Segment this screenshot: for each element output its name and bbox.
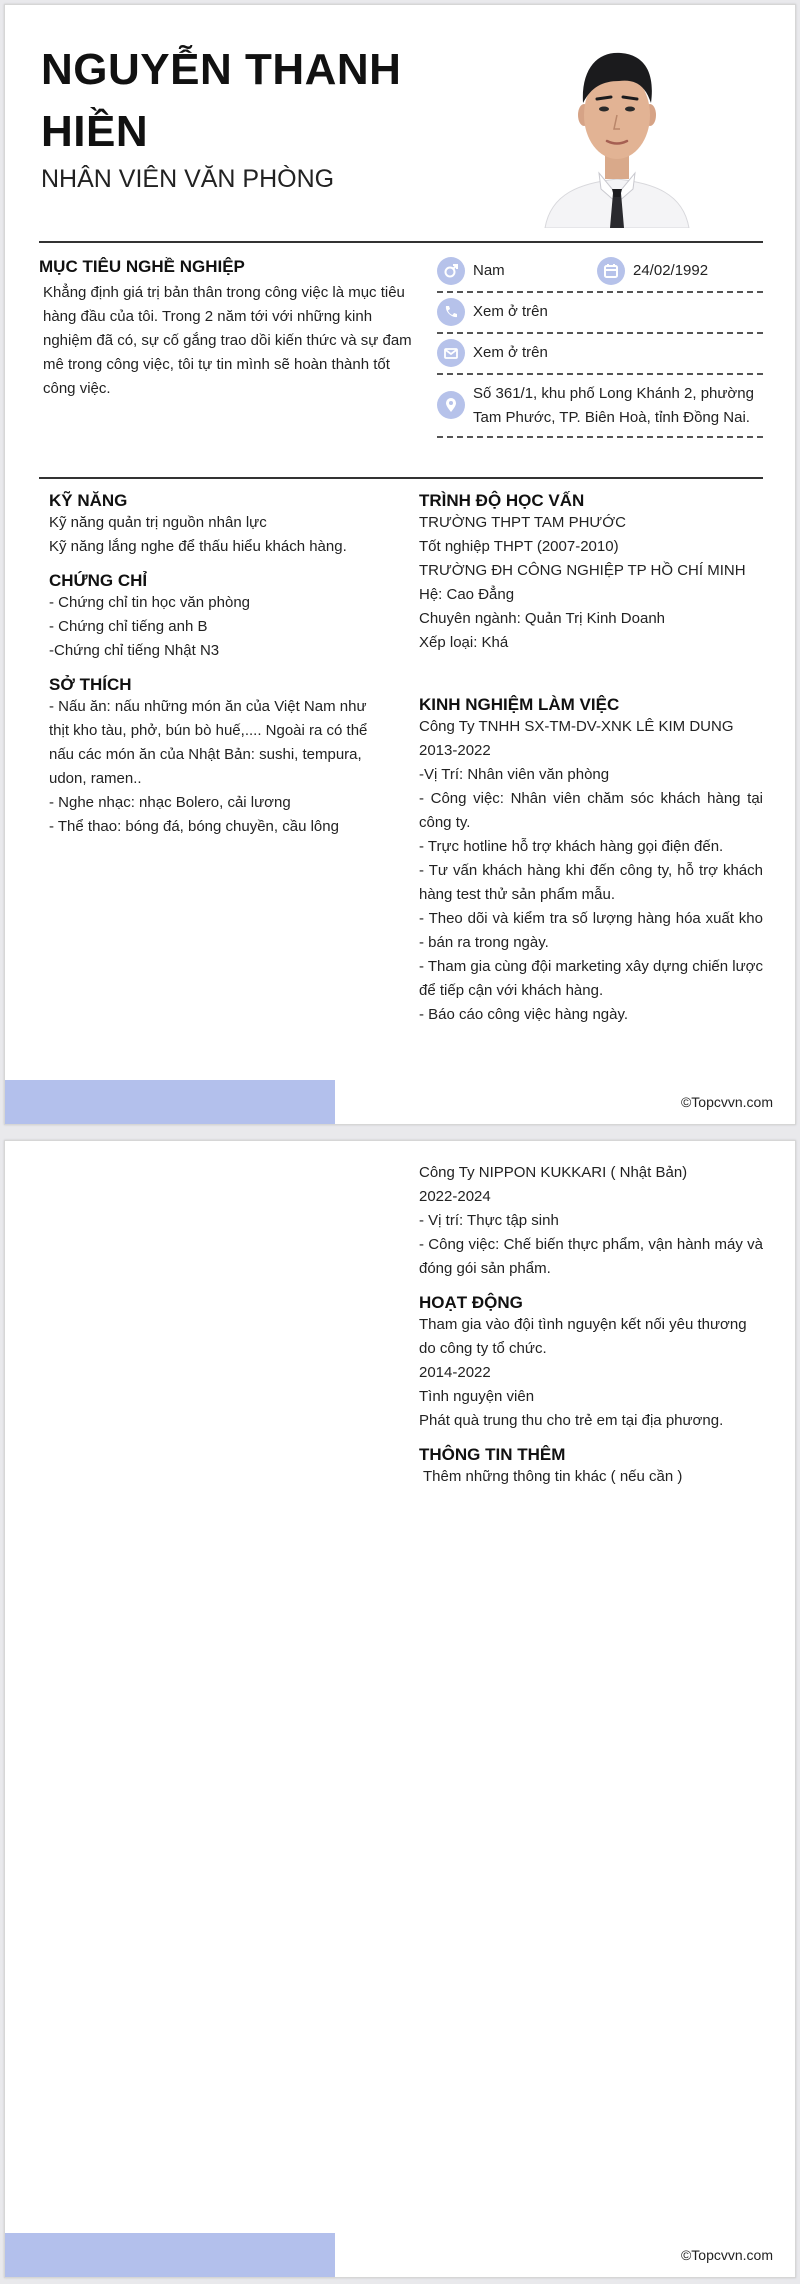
footer-accent-bar <box>5 1080 335 1124</box>
education-line: Hệ: Cao Đẳng <box>419 586 515 603</box>
gender-item <box>437 257 597 285</box>
experience-line: -Vị Trí: Nhân viên văn phòng <box>419 766 610 783</box>
contact-row-email <box>437 334 763 375</box>
experience-line: - Công việc: Chế biến thực phẩm, vận hành máy và đóng gói sản phẩm. <box>419 1236 763 1277</box>
certificates-section <box>49 571 369 663</box>
certificates-heading: CHỨNG CHỈ <box>49 571 148 590</box>
education-section <box>419 491 763 655</box>
hobby-item: - Thể thao: bóng đá, bóng chuyền, cầu lông <box>49 818 339 835</box>
dob-item <box>597 257 708 285</box>
right-column-continued <box>419 1161 763 1501</box>
experience-line: - Tư vấn khách hàng khi đến công ty, hỗ trợ khách hàng test thử sản phẩm mẫu. <box>419 862 763 903</box>
cv-page-1 <box>4 4 796 1125</box>
experience-line: - Trực hotline hỗ trợ khách hàng gọi điện đến. <box>419 838 724 855</box>
certificate-item: - Chứng chỉ tin học văn phòng <box>49 594 250 611</box>
education-line: Xếp loại: Khá <box>419 634 509 651</box>
activity-line: Phát quà trung thu cho trẻ em tại địa phương. <box>419 1412 724 1429</box>
experience-heading: KINH NGHIỆM LÀM VIỆC <box>419 695 620 714</box>
skills-heading: KỸ NĂNG <box>49 491 128 510</box>
header-divider <box>39 241 763 243</box>
left-column <box>49 491 369 851</box>
experience-line: Công Ty NIPPON KUKKARI ( Nhật Bản) <box>419 1164 688 1181</box>
education-line: Chuyên ngành: Quản Trị Kinh Doanh <box>419 610 665 627</box>
phone-item <box>437 298 548 326</box>
hobbies-heading: SỞ THÍCH <box>49 675 132 694</box>
contact-row-personal <box>437 252 763 293</box>
cv-page-2 <box>4 1140 796 2278</box>
extra-info-heading: THÔNG TIN THÊM <box>419 1445 566 1464</box>
hobby-item: - Nghe nhạc: nhạc Bolero, cải lương <box>49 794 291 811</box>
experience-section <box>419 695 763 1027</box>
section-divider <box>39 477 763 479</box>
education-line: TRƯỜNG THPT TAM PHƯỚC <box>419 514 626 531</box>
education-heading: TRÌNH ĐỘ HỌC VẤN <box>419 491 585 510</box>
dob-value: 24/02/1992 <box>633 262 709 279</box>
activities-heading: HOẠT ĐỘNG <box>419 1293 523 1312</box>
address-item <box>437 380 763 430</box>
experience-line: Công Ty TNHH SX-TM-DV-XNK LÊ KIM DUNG <box>419 718 734 735</box>
certificate-item: - Chứng chỉ tiếng anh B <box>49 618 208 635</box>
experience-line: 2013-2022 <box>419 742 491 759</box>
education-line: TRƯỜNG ĐH CÔNG NGHIỆP TP HỒ CHÍ MINH <box>419 562 746 579</box>
skill-item: Kỹ năng quản trị nguồn nhân lực <box>49 514 267 531</box>
profile-photo <box>541 23 693 228</box>
hobbies-section <box>49 675 369 839</box>
gender-icon <box>437 257 465 285</box>
hobby-item: - Nấu ăn: nấu những món ăn của Việt Nam như thịt kho tàu, phở, bún bò huế,.... Ngoài ra có thể nấu các món ăn của Nhật Bản: sushi, tempura, udon, ramen.. <box>49 698 368 787</box>
extra-info-section <box>419 1445 763 1489</box>
experience-line: 2022-2024 <box>419 1188 491 1205</box>
objective-text: Khẳng định giá trị bản thân trong công việc là mục tiêu hàng đầu của tôi. Trong 2 năm tới với những kinh nghiệm đã có, sự cố gắng trao dồi kiến thức và sự đam mê trong công việc, tôi tự tin mình sẽ hoàn thành tốt công việc. <box>43 284 412 397</box>
footer-brand: ©Topcvvn.com <box>680 2247 773 2263</box>
candidate-title: NHÂN VIÊN VĂN PHÒNG <box>41 165 335 193</box>
location-pin-icon <box>437 391 465 419</box>
contact-info <box>437 252 763 438</box>
mail-icon <box>437 339 465 367</box>
experience-line: - Theo dõi và kiểm tra số lượng hàng hóa xuất kho - bán ra trong ngày. <box>419 910 763 951</box>
experience-line: - Công việc: Nhân viên chăm sóc khách hàng tại công ty. <box>419 790 763 831</box>
footer-brand: ©Topcvvn.com <box>680 1094 773 1110</box>
objective-heading: MỤC TIÊU NGHỀ NGHIỆP <box>39 257 245 276</box>
skills-section <box>49 491 369 559</box>
footer-accent-bar <box>5 2233 335 2277</box>
activity-line: Tình nguyện viên <box>419 1388 535 1405</box>
right-column <box>419 491 763 1039</box>
experience-line: - Tham gia cùng đội marketing xây dựng chiến lược để tiếp cận với khách hàng. <box>419 958 763 999</box>
phone-icon <box>437 298 465 326</box>
experience-line: - Báo cáo công việc hàng ngày. <box>419 1006 629 1023</box>
address-value: Số 361/1, khu phố Long Khánh 2, phường Tam Phước, TP. Biên Hoà, tỉnh Đồng Nai. <box>473 385 754 426</box>
candidate-name: NGUYỄN THANH HIỀN <box>41 45 402 156</box>
experience-section-continued <box>419 1161 763 1281</box>
contact-row-address <box>437 375 763 438</box>
experience-line: - Vị trí: Thực tập sinh <box>419 1212 559 1229</box>
gender-value: Nam <box>473 262 505 279</box>
phone-value: Xem ở trên <box>473 303 548 320</box>
email-item <box>437 339 548 367</box>
calendar-icon <box>597 257 625 285</box>
activity-line: 2014-2022 <box>419 1364 491 1381</box>
certificate-item: -Chứng chỉ tiếng Nhật N3 <box>49 642 220 659</box>
career-objective <box>39 257 419 401</box>
activity-line: Tham gia vào đội tình nguyện kết nối yêu thương do công ty tổ chức. <box>419 1316 747 1357</box>
email-value: Xem ở trên <box>473 344 548 361</box>
extra-info-text: Thêm những thông tin khác ( nếu cần ) <box>423 1468 683 1485</box>
contact-row-phone <box>437 293 763 334</box>
activities-section <box>419 1293 763 1433</box>
education-line: Tốt nghiệp THPT (2007-2010) <box>419 538 619 555</box>
skill-item: Kỹ năng lắng nghe để thấu hiểu khách hàng. <box>49 538 347 555</box>
